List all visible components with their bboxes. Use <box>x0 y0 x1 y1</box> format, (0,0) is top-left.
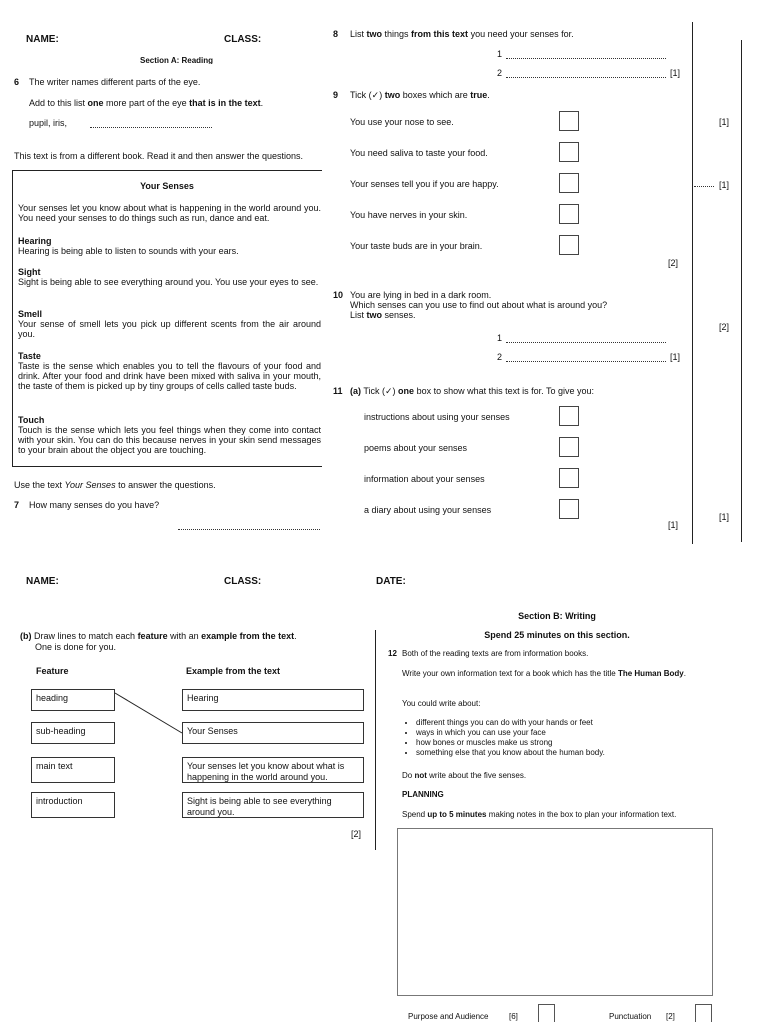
q6-list: pupil, iris, <box>29 118 68 128</box>
passage-intro-line: This text is from a different book. Read it and then answer the questions. <box>14 151 303 161</box>
spend-pre: Spend <box>402 810 428 819</box>
q9-option-5: Your taste buds are in your brain. <box>350 241 483 251</box>
q10-l3-b: two <box>366 310 383 320</box>
example-hearing[interactable]: Hearing <box>182 689 364 711</box>
punctuation-score-box[interactable] <box>695 1004 712 1022</box>
q11b-mark: [2] <box>351 829 362 839</box>
q9-checkbox-2[interactable] <box>559 142 579 162</box>
margin-mark-4: [1] <box>719 512 730 522</box>
q11-pre: Tick (✓) <box>363 386 399 396</box>
q6-instr-b1: one <box>87 98 104 108</box>
q7-number: 7 <box>14 500 20 510</box>
q10-mark: [1] <box>670 352 681 362</box>
q11-post: box to show what this text is for. To give you: <box>414 386 594 396</box>
feature-introduction[interactable]: introduction <box>31 792 115 818</box>
q9-option-1: You use your nose to see. <box>350 117 454 127</box>
use-text-post: to answer the questions. <box>115 480 216 490</box>
spend-b: up to 5 minutes <box>427 810 487 819</box>
q11-option-2: poems about your senses <box>364 443 468 453</box>
write-title: The Human Body <box>617 669 684 678</box>
q10-answer-line-2[interactable] <box>506 353 666 362</box>
q8-answer-line-1[interactable] <box>506 50 666 59</box>
q11-b: one <box>398 386 415 396</box>
q11-checkbox-1[interactable] <box>559 406 579 426</box>
q9-checkbox-1[interactable] <box>559 111 579 131</box>
section-body: Your sense of smell lets you pick up different scents from the air around you. <box>18 319 321 339</box>
q9-mark: [2] <box>668 258 679 268</box>
col-example-header: Example from the text <box>186 666 281 676</box>
write-pre: Write your own information text for a book which has the title <box>402 669 618 678</box>
q9-post: . <box>487 90 490 100</box>
bullet-item: • how bones or muscles make us strong <box>416 738 736 748</box>
do-not-post: write about the five senses. <box>426 771 527 780</box>
bullet-item: • something else that you know about the human body. <box>416 748 736 758</box>
q11b-post: . <box>294 631 297 641</box>
q12-write-instruction <box>402 669 713 679</box>
example-main-text[interactable]: Your senses let you know about what is happening in the world around you. <box>182 757 364 783</box>
q7-text: How many senses do you have? <box>29 500 160 510</box>
q11-option-3: information about your senses <box>364 474 485 484</box>
q11b-pre: Draw lines to match each <box>34 631 138 641</box>
q8-post: you need your senses for. <box>468 29 574 39</box>
section-body: Taste is the sense which enables you to tell the flavours of your food and drink. After your food and drink have been mixed with saliva in your mouth, the taste of them is picked up by tiny groups of cells called taste buds. <box>18 361 321 391</box>
q11-option-4: a diary about using your senses <box>364 505 492 515</box>
use-text-pre: Use the text <box>14 480 65 490</box>
q8-mark: [1] <box>670 68 681 78</box>
section-body: Touch is the sense which lets you feel things when they come into contact with your skin. You can do this because nerves in your skin send messages to your brain about the object you are touching. <box>18 425 321 455</box>
example-your-senses[interactable]: Your Senses <box>182 722 364 744</box>
q10-line1-num: 1 <box>497 333 503 343</box>
could-write-about: You could write about: <box>402 699 481 708</box>
spend-post: making notes in the box to plan your information text. <box>486 810 677 819</box>
q11-number: 11 <box>333 386 343 396</box>
do-not-pre: Do <box>402 771 415 780</box>
q10-answer-line-1[interactable] <box>506 334 666 343</box>
q11b-part: (b) <box>20 631 32 641</box>
q6-instr-b2: that is in the text <box>189 98 261 108</box>
class-label: CLASS: <box>224 34 262 45</box>
q8-mid: things <box>382 29 412 39</box>
section-heading: Taste <box>18 351 41 361</box>
name-label: NAME: <box>26 34 59 45</box>
feature-main-text[interactable]: main text <box>31 757 115 783</box>
passage-title: Your Senses <box>140 181 194 191</box>
q9-option-3: Your senses tell you if you are happy. <box>350 179 499 189</box>
q6-instr-mid: more part of the eye <box>103 98 190 108</box>
q9-pre: Tick (✓) <box>350 90 385 100</box>
margin-mark-1: [1] <box>719 117 730 127</box>
margin-line-far <box>741 40 742 542</box>
q8-line1-num: 1 <box>497 49 503 59</box>
margin-line-right <box>692 22 693 544</box>
q12-text: Both of the reading texts are from information books. <box>402 649 589 658</box>
purpose-mark: [6] <box>509 1012 518 1021</box>
section-heading: Hearing <box>18 236 52 246</box>
q9-mid: boxes which are <box>400 90 471 100</box>
planning-label: PLANNING <box>402 790 444 799</box>
q9-number: 9 <box>333 90 339 100</box>
section-body: Hearing is being able to listen to sounds with your ears. <box>18 246 239 256</box>
feature-heading[interactable]: heading <box>31 689 115 711</box>
q10-number: 10 <box>333 290 344 300</box>
q11-checkbox-4[interactable] <box>559 499 579 519</box>
q6-instr-pre: Add to this list <box>29 98 88 108</box>
q6-instr-end: . <box>260 98 264 108</box>
q10-l3-pre: List <box>350 310 367 320</box>
do-not-b: not <box>414 771 427 780</box>
planning-box[interactable] <box>397 828 713 996</box>
q6-text: The writer names different parts of the eye. <box>29 77 201 87</box>
spend-instruction <box>402 810 676 819</box>
section-heading: Smell <box>18 309 43 319</box>
example-sight[interactable]: Sight is being able to see everything around you. <box>182 792 364 818</box>
section-heading: Touch <box>18 415 45 425</box>
q11-option-1: instructions about using your senses <box>364 412 510 422</box>
bullet-item: • ways in which you can use your face <box>416 728 736 738</box>
q9-b2: true <box>470 90 488 100</box>
name-label-2: NAME: <box>26 576 59 587</box>
q9-checkbox-5[interactable] <box>559 235 579 255</box>
section-a-title: Section A: Reading <box>140 56 214 64</box>
do-not-write <box>402 771 526 780</box>
section-b-time: Spend 25 minutes on this section. <box>484 630 630 640</box>
q10-line2-num: 2 <box>497 352 503 362</box>
q8-b2: from this text <box>411 29 469 39</box>
section-b-title: Section B: Writing <box>518 611 596 621</box>
q10-l3-post: senses. <box>382 310 416 320</box>
margin-mark-3: [2] <box>719 322 730 332</box>
margin-mark-2: [1] <box>719 180 730 190</box>
q11-checkbox-3[interactable] <box>559 468 579 488</box>
q8-b1: two <box>366 29 383 39</box>
bullet-list <box>402 718 736 758</box>
punctuation-label: Punctuation <box>609 1012 652 1021</box>
write-post: . <box>683 669 686 678</box>
q8-line2-num: 2 <box>497 68 503 78</box>
q9-b1: two <box>384 90 401 100</box>
passage-intro: Your senses let you know about what is happening in the world around you. You need your senses to do things such as run, dance and eat. <box>18 203 321 223</box>
q8-pre: List <box>350 29 367 39</box>
q11b-b2: example from the text <box>201 631 295 641</box>
q10-line-a: You are lying in bed in a dark room. <box>350 290 492 300</box>
q9-checkbox-3[interactable] <box>559 173 579 193</box>
use-text-italic: Your Senses <box>64 480 116 490</box>
date-label: DATE: <box>376 576 406 587</box>
q8-answer-line-2[interactable] <box>506 69 666 78</box>
section-body: Sight is being able to see everything around you. You use your eyes to see. <box>18 277 319 287</box>
q9-checkbox-4[interactable] <box>559 204 579 224</box>
q11-checkbox-2[interactable] <box>559 437 579 457</box>
q11b-b1: feature <box>137 631 168 641</box>
bullet-item: • different things you can do with your hands or feet <box>416 718 736 728</box>
purpose-label: Purpose and Audience <box>408 1012 489 1021</box>
col-feature-header: Feature <box>36 666 69 676</box>
q10-line-b: Which senses can you use to find out about what is around you? <box>350 300 608 310</box>
q11-part: (a) <box>350 386 361 396</box>
q11-mark: [1] <box>668 520 679 530</box>
q9-option-2: You need saliva to taste your food. <box>350 148 488 158</box>
q6-number: 6 <box>14 77 20 87</box>
q12-number: 12 <box>388 649 397 658</box>
class-label-2: CLASS: <box>224 576 262 587</box>
q9-option-4: You have nerves in your skin. <box>350 210 468 220</box>
punctuation-mark: [2] <box>666 1012 675 1021</box>
feature-sub-heading[interactable]: sub-heading <box>31 722 115 744</box>
q8-number: 8 <box>333 29 339 39</box>
q11b-mid: with an <box>167 631 202 641</box>
section-heading: Sight <box>18 267 41 277</box>
purpose-score-box[interactable] <box>538 1004 555 1022</box>
q11b-line-b: One is done for you. <box>35 642 117 652</box>
margin-dots <box>694 186 714 187</box>
bottom-divider <box>375 630 376 850</box>
